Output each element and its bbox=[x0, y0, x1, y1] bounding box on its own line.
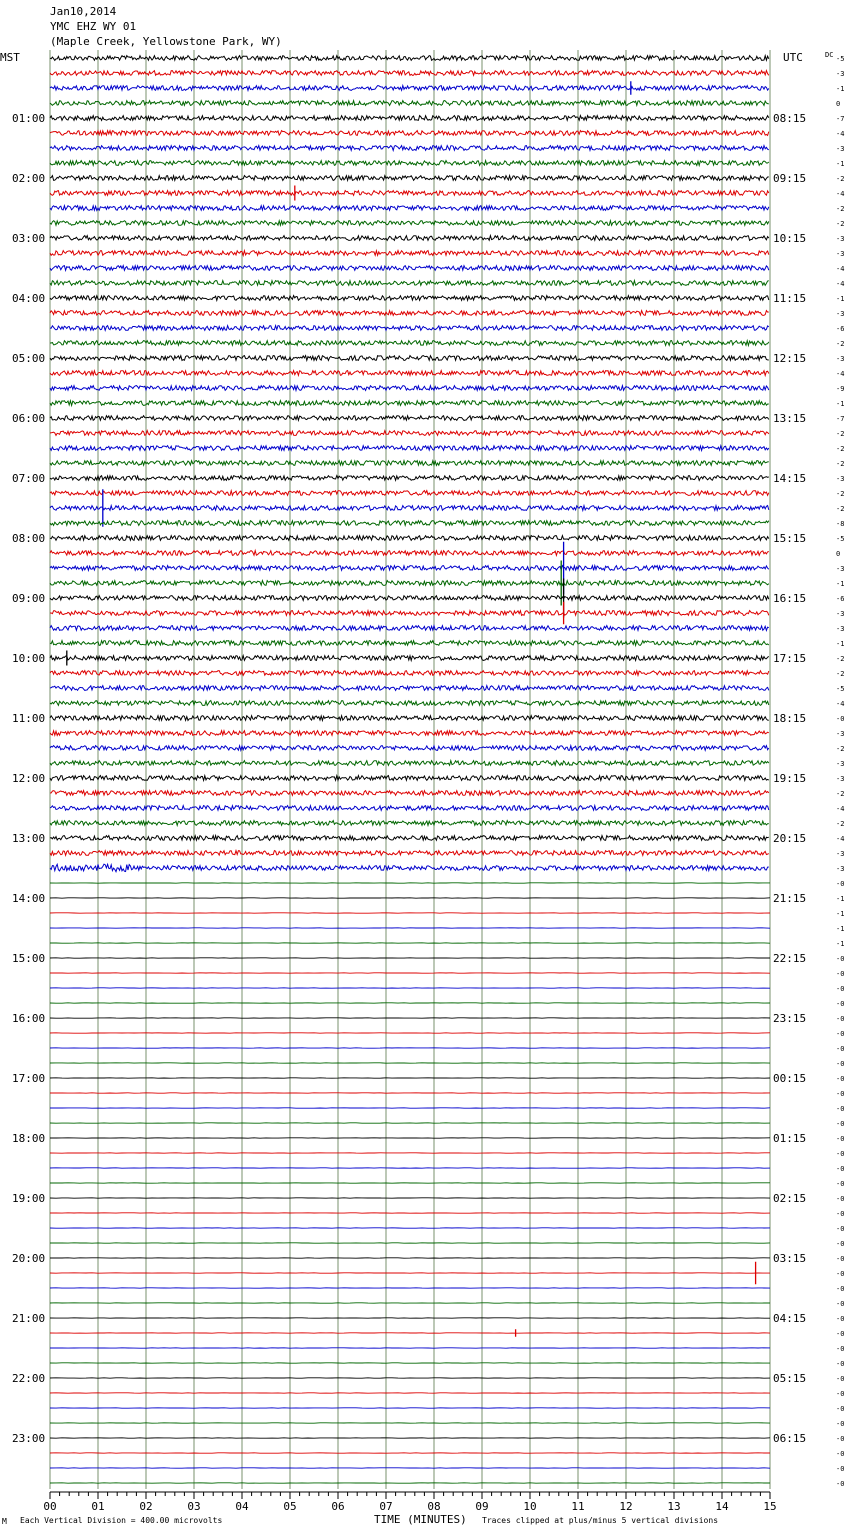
utc-time-label: 23:15 bbox=[773, 1012, 807, 1025]
trace-row bbox=[50, 656, 769, 661]
dc-offset-label: -0 bbox=[836, 1165, 845, 1173]
mst-time-label: 06:00 bbox=[12, 412, 46, 425]
dc-offset-label: -9 bbox=[836, 385, 845, 393]
x-tick-label: 10 bbox=[523, 1500, 537, 1513]
mst-time-label: 02:00 bbox=[12, 172, 46, 185]
dc-offset-label: -3 bbox=[836, 310, 845, 318]
dc-offset-label: -5 bbox=[836, 685, 845, 693]
dc-offset-label: -0 bbox=[836, 985, 845, 993]
trace-row bbox=[50, 86, 769, 91]
corner-mark: M bbox=[2, 1517, 7, 1526]
trace-row bbox=[50, 536, 769, 541]
utc-time-label: 20:15 bbox=[773, 832, 807, 845]
trace-row bbox=[50, 326, 769, 331]
clip-note: Traces clipped at plus/minus 5 vertical divisions bbox=[482, 1516, 719, 1525]
utc-time-label: 00:15 bbox=[773, 1072, 807, 1085]
x-tick-label: 03 bbox=[187, 1500, 201, 1513]
dc-offset-label: -0 bbox=[836, 1345, 845, 1353]
utc-time-label: 06:15 bbox=[773, 1432, 807, 1445]
x-tick-label: 02 bbox=[139, 1500, 153, 1513]
mst-time-label: 08:00 bbox=[12, 532, 46, 545]
mst-time-label: 13:00 bbox=[12, 832, 46, 845]
trace-row bbox=[50, 521, 769, 526]
dc-offset-label: -0 bbox=[836, 1240, 845, 1248]
dc-offset-label: -0 bbox=[836, 1120, 845, 1128]
dc-offset-label: -0 bbox=[836, 1420, 845, 1428]
mst-time-label: 14:00 bbox=[12, 892, 46, 905]
trace-row bbox=[50, 864, 769, 872]
trace-row bbox=[50, 581, 769, 586]
traces bbox=[50, 56, 770, 1484]
trace-row bbox=[50, 596, 769, 601]
x-tick-label: 05 bbox=[283, 1500, 297, 1513]
trace-row bbox=[50, 701, 769, 706]
utc-time-label: 14:15 bbox=[773, 472, 807, 485]
utc-time-label: 08:15 bbox=[773, 112, 807, 125]
utc-time-label: 12:15 bbox=[773, 352, 807, 365]
x-axis-title: TIME (MINUTES) bbox=[374, 1513, 467, 1526]
dc-offset-label: -2 bbox=[836, 670, 845, 678]
trace-row bbox=[50, 836, 769, 841]
dc-offset-label: -0 bbox=[836, 970, 845, 978]
dc-offset-label: -0 bbox=[836, 955, 845, 963]
trace-row bbox=[50, 806, 769, 811]
dc-offset-label: -0 bbox=[836, 1045, 845, 1053]
trace-row bbox=[50, 191, 769, 196]
utc-label: UTC bbox=[783, 51, 803, 64]
dc-offset-label: -0 bbox=[836, 1405, 845, 1413]
dc-offset-label: -1 bbox=[836, 295, 845, 303]
dc-offset-label: -0 bbox=[836, 1000, 845, 1008]
trace-row bbox=[50, 626, 769, 631]
trace-row bbox=[50, 461, 769, 466]
trace-row bbox=[50, 566, 769, 571]
dc-offset-label: -0 bbox=[836, 1300, 845, 1308]
trace-row bbox=[50, 206, 769, 211]
trace-row bbox=[50, 791, 769, 796]
utc-time-label: 19:15 bbox=[773, 772, 807, 785]
dc-offset-label: -0 bbox=[836, 1090, 845, 1098]
trace-row bbox=[50, 386, 769, 391]
trace-row bbox=[50, 266, 769, 271]
dc-offset-label: -2 bbox=[836, 460, 845, 468]
trace-row bbox=[50, 161, 769, 166]
trace-row bbox=[50, 746, 769, 751]
x-tick-label: 11 bbox=[571, 1500, 585, 1513]
dc-offset-label: -2 bbox=[836, 655, 845, 663]
dc-offset-label: -0 bbox=[836, 1180, 845, 1188]
x-tick-label: 13 bbox=[667, 1500, 681, 1513]
utc-time-label: 18:15 bbox=[773, 712, 807, 725]
dc-offset-label: -0 bbox=[836, 1465, 845, 1473]
dc-offset-label: -2 bbox=[836, 445, 845, 453]
dc-offset-label: -0 bbox=[836, 1285, 845, 1293]
mst-time-label: 23:00 bbox=[12, 1432, 46, 1445]
utc-time-label: 05:15 bbox=[773, 1372, 807, 1385]
trace-row bbox=[50, 131, 769, 136]
dc-offset-label: -4 bbox=[836, 130, 845, 138]
trace-row bbox=[50, 716, 769, 721]
trace-row bbox=[50, 221, 769, 226]
trace-row bbox=[50, 146, 769, 151]
dc-offset-label: -0 bbox=[836, 1150, 845, 1158]
utc-time-label: 09:15 bbox=[773, 172, 807, 185]
dc-offset-label: -6 bbox=[836, 325, 845, 333]
trace-row bbox=[50, 356, 769, 361]
trace-row bbox=[50, 851, 769, 856]
dc-offset-label: -3 bbox=[836, 475, 845, 483]
dc-offset-label: -4 bbox=[836, 700, 845, 708]
dc-offset-label: -4 bbox=[836, 805, 845, 813]
utc-time-label: 11:15 bbox=[773, 292, 807, 305]
dc-offset-label: -0 bbox=[836, 1060, 845, 1068]
dc-offset-label: -4 bbox=[836, 265, 845, 273]
utc-time-label: 02:15 bbox=[773, 1192, 807, 1205]
trace-row bbox=[50, 506, 769, 511]
x-tick-label: 15 bbox=[763, 1500, 777, 1513]
trace-row bbox=[50, 251, 769, 256]
trace-row bbox=[50, 101, 769, 106]
trace-row bbox=[50, 731, 769, 736]
dc-offset-label: -0 bbox=[836, 1195, 845, 1203]
dc-offset-label: -1 bbox=[836, 160, 845, 168]
utc-time-label: 13:15 bbox=[773, 412, 807, 425]
dc-offset-label: -1 bbox=[836, 895, 845, 903]
trace-row bbox=[50, 311, 769, 316]
trace-row bbox=[50, 611, 769, 616]
trace-row bbox=[50, 416, 769, 421]
dc-offset-label: -0 bbox=[836, 1435, 845, 1443]
trace-row bbox=[50, 116, 769, 121]
dc-offset-label: -3 bbox=[836, 865, 845, 873]
dc-offset-label: -3 bbox=[836, 625, 845, 633]
mst-time-label: 15:00 bbox=[12, 952, 46, 965]
dc-offset-label: -2 bbox=[836, 205, 845, 213]
mst-time-label: 12:00 bbox=[12, 772, 46, 785]
trace-row bbox=[50, 476, 769, 481]
dc-offset-label: -2 bbox=[836, 340, 845, 348]
dc-offset-label: -0 bbox=[836, 1450, 845, 1458]
dc-offset-label: -2 bbox=[836, 220, 845, 228]
dc-offset-label: -7 bbox=[836, 415, 845, 423]
trace-row bbox=[50, 236, 769, 241]
mst-time-label: 19:00 bbox=[12, 1192, 46, 1205]
x-tick-label: 09 bbox=[475, 1500, 489, 1513]
dc-offset-label: -5 bbox=[836, 535, 845, 543]
dc-offset-label: -0 bbox=[836, 1210, 845, 1218]
dc-offset-label: -7 bbox=[836, 115, 845, 123]
dc-offset-label: -2 bbox=[836, 745, 845, 753]
dc-offset-label: -3 bbox=[836, 70, 845, 78]
mst-time-label: 04:00 bbox=[12, 292, 46, 305]
dc-offset-label: -2 bbox=[836, 430, 845, 438]
utc-time-label: 10:15 bbox=[773, 232, 807, 245]
dc-offset-label: -3 bbox=[836, 565, 845, 573]
dc-offset-label: -1 bbox=[836, 85, 845, 93]
x-axis bbox=[43, 1492, 776, 1513]
dc-offset-label: -0 bbox=[836, 1375, 845, 1383]
dc-offset-label: -0 bbox=[836, 1330, 845, 1338]
dc-offset-label: -0 bbox=[836, 1030, 845, 1038]
mst-time-label: 10:00 bbox=[12, 652, 46, 665]
dc-offset-label: -0 bbox=[836, 1255, 845, 1263]
header-location: (Maple Creek, Yellowstone Park, WY) bbox=[50, 35, 282, 48]
dc-offset-label: -3 bbox=[836, 730, 845, 738]
trace-row bbox=[50, 776, 769, 781]
mst-time-label: 03:00 bbox=[12, 232, 46, 245]
dc-offset-label: -3 bbox=[836, 145, 845, 153]
mst-time-label: 17:00 bbox=[12, 1072, 46, 1085]
mst-time-label: 11:00 bbox=[12, 712, 46, 725]
dc-offset-label: -3 bbox=[836, 355, 845, 363]
trace-row bbox=[50, 371, 769, 376]
dc-offset-label: -0 bbox=[836, 1225, 845, 1233]
dc-offset-label: -0 bbox=[836, 1480, 845, 1488]
dc-offset-label: -0 bbox=[836, 1315, 845, 1323]
scale-note: Each Vertical Division = 400.00 microvolts bbox=[20, 1516, 223, 1525]
trace-row bbox=[50, 551, 769, 556]
mst-time-label: 09:00 bbox=[12, 592, 46, 605]
x-tick-label: 06 bbox=[331, 1500, 345, 1513]
dc-offset-label: -3 bbox=[836, 760, 845, 768]
mst-time-label: 01:00 bbox=[12, 112, 46, 125]
dc-offset-label: -1 bbox=[836, 925, 845, 933]
x-tick-label: 12 bbox=[619, 1500, 633, 1513]
trace-row bbox=[50, 56, 769, 61]
x-tick-label: 14 bbox=[715, 1500, 729, 1513]
mst-time-label: 07:00 bbox=[12, 472, 46, 485]
utc-time-label: 22:15 bbox=[773, 952, 807, 965]
mst-time-label: 18:00 bbox=[12, 1132, 46, 1145]
dc-offset-label: -6 bbox=[836, 595, 845, 603]
mst-time-label: 20:00 bbox=[12, 1252, 46, 1265]
dc-offset-label: -4 bbox=[836, 370, 845, 378]
dc-offset-label: -1 bbox=[836, 910, 845, 918]
dc-offset-label: 0 bbox=[836, 550, 841, 558]
trace-row bbox=[50, 341, 769, 346]
mst-label: MST bbox=[0, 51, 20, 64]
utc-time-label: 03:15 bbox=[773, 1252, 807, 1265]
dc-offset-label: -0 bbox=[836, 1270, 845, 1278]
utc-time-label: 16:15 bbox=[773, 592, 807, 605]
trace-row bbox=[50, 671, 769, 676]
dc-offset-label: -1 bbox=[836, 400, 845, 408]
dc-offset-label: -2 bbox=[836, 490, 845, 498]
utc-time-label: 15:15 bbox=[773, 532, 807, 545]
x-tick-label: 04 bbox=[235, 1500, 249, 1513]
mst-time-label: 21:00 bbox=[12, 1312, 46, 1325]
dc-offset-label: -2 bbox=[836, 820, 845, 828]
mst-time-label: 05:00 bbox=[12, 352, 46, 365]
trace-row bbox=[50, 686, 769, 691]
trace-row bbox=[50, 491, 769, 496]
dc-offset-label: -0 bbox=[836, 715, 845, 723]
dc-offset-label: -1 bbox=[836, 580, 845, 588]
dc-offset-label: -4 bbox=[836, 280, 845, 288]
trace-row bbox=[50, 401, 769, 406]
header-date: Jan10,2014 bbox=[50, 5, 117, 18]
dc-offset-label: 0 bbox=[836, 100, 841, 108]
x-tick-label: 01 bbox=[91, 1500, 105, 1513]
trace-row bbox=[50, 446, 769, 451]
dc-offset-label: -4 bbox=[836, 190, 845, 198]
dc-offset-label: -0 bbox=[836, 880, 845, 888]
trace-row bbox=[50, 821, 769, 826]
dc-offset-label: -0 bbox=[836, 1075, 845, 1083]
trace-row bbox=[50, 296, 769, 301]
dc-label: DC bbox=[825, 51, 834, 59]
trace-row bbox=[50, 71, 769, 76]
dc-offset-label: -2 bbox=[836, 790, 845, 798]
header-station: YMC EHZ WY 01 bbox=[50, 20, 137, 33]
dc-offset-label: -1 bbox=[836, 640, 845, 648]
dc-offset-label: -1 bbox=[836, 940, 845, 948]
trace-row bbox=[50, 431, 769, 436]
mst-time-label: 22:00 bbox=[12, 1372, 46, 1385]
utc-time-label: 17:15 bbox=[773, 652, 807, 665]
dc-offset-label: -5 bbox=[836, 55, 845, 63]
trace-row bbox=[50, 761, 769, 766]
dc-offset-label: -4 bbox=[836, 835, 845, 843]
dc-offset-label: -3 bbox=[836, 610, 845, 618]
x-tick-label: 08 bbox=[427, 1500, 441, 1513]
dc-offset-label: -0 bbox=[836, 1390, 845, 1398]
dc-offset-label: -2 bbox=[836, 175, 845, 183]
dc-offset-label: -0 bbox=[836, 1105, 845, 1113]
dc-offset-label: -3 bbox=[836, 235, 845, 243]
x-tick-label: 00 bbox=[43, 1500, 57, 1513]
utc-time-label: 01:15 bbox=[773, 1132, 807, 1145]
trace-row bbox=[50, 641, 769, 646]
trace-row bbox=[50, 281, 769, 286]
dc-offset-label: -8 bbox=[836, 520, 845, 528]
dc-offset-label: -3 bbox=[836, 850, 845, 858]
mst-time-label: 16:00 bbox=[12, 1012, 46, 1025]
dc-offset-label: -0 bbox=[836, 1135, 845, 1143]
trace-row bbox=[50, 176, 769, 181]
utc-time-label: 04:15 bbox=[773, 1312, 807, 1325]
x-tick-label: 07 bbox=[379, 1500, 393, 1513]
dc-offset-label: -0 bbox=[836, 1360, 845, 1368]
dc-offset-label: -2 bbox=[836, 505, 845, 513]
dc-offset-label: -0 bbox=[836, 1015, 845, 1023]
dc-offset-label: -3 bbox=[836, 250, 845, 258]
dc-offset-label: -3 bbox=[836, 775, 845, 783]
utc-time-label: 21:15 bbox=[773, 892, 807, 905]
